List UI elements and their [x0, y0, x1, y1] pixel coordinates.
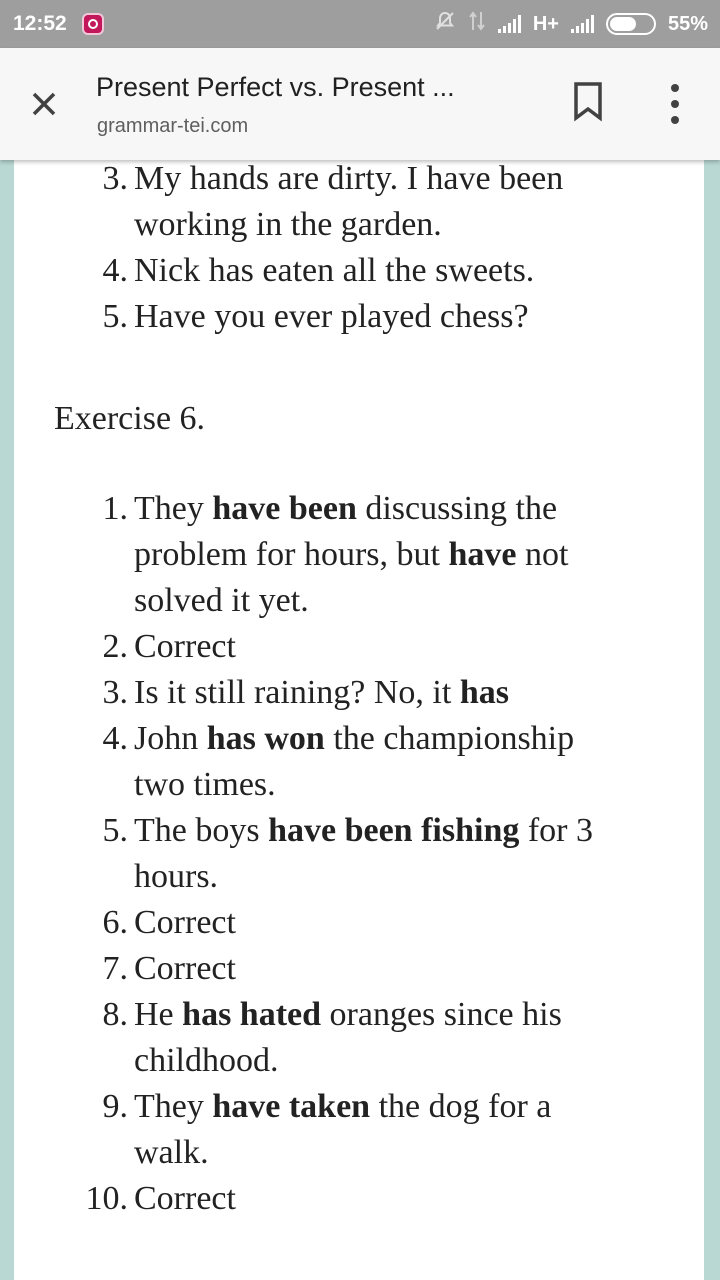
list-item-number: 3.	[102, 674, 128, 711]
list-item-text	[134, 900, 674, 946]
list-item-number: 10.	[85, 1180, 128, 1217]
text-line: Nick has eaten all the sweets.	[134, 252, 535, 289]
list-item-number: 4.	[102, 252, 128, 289]
text-line	[134, 992, 674, 1038]
answer-highlight: have	[448, 536, 517, 573]
text-segment: oranges since his	[321, 996, 562, 1033]
bell-off-icon	[434, 10, 456, 38]
list-item-text	[134, 156, 674, 248]
text-segment: They	[134, 1088, 213, 1125]
exercise-heading: Exercise 6.	[54, 400, 206, 437]
text-line	[134, 716, 674, 762]
text-segment: childhood.	[134, 1042, 279, 1079]
text-segment: He	[134, 996, 183, 1033]
more-vert-icon[interactable]	[660, 80, 690, 128]
list-item-number: 5.	[102, 298, 128, 335]
text-line	[134, 1130, 674, 1176]
list-item-text	[134, 1084, 674, 1176]
close-icon[interactable]	[24, 84, 64, 124]
text-line	[134, 900, 674, 946]
list-item-text	[134, 248, 674, 294]
text-line	[134, 946, 674, 992]
list-item-text	[134, 294, 674, 340]
text-segment: Correct	[134, 904, 236, 941]
text-line	[134, 670, 674, 716]
text-segment: Correct	[134, 628, 236, 665]
answer-highlight: has	[459, 674, 509, 711]
status-icons	[434, 10, 708, 38]
instagram-icon	[82, 13, 104, 35]
text-segment: Is it still raining? No, it	[134, 674, 460, 711]
text-segment: problem for hours, but	[134, 536, 449, 573]
text-line	[134, 854, 674, 900]
text-segment: not	[516, 536, 569, 573]
answer-highlight: has won	[206, 720, 325, 757]
answer-highlight: have been fishing	[268, 812, 520, 849]
page-url: grammar-tei.com	[97, 115, 249, 137]
text-segment: hours.	[134, 858, 219, 895]
text-line: My hands are dirty. I have been	[134, 160, 564, 197]
list-item-text	[134, 670, 674, 716]
answer-highlight: has hated	[182, 996, 322, 1033]
text-segment: for 3	[519, 812, 594, 849]
text-line	[134, 486, 674, 532]
text-line	[134, 808, 674, 854]
text-line	[134, 532, 674, 578]
list-item-number: 2.	[102, 628, 128, 665]
text-line: Have you ever played chess?	[134, 298, 529, 335]
list-item-number: 1.	[102, 490, 128, 527]
text-segment: the championship	[324, 720, 575, 757]
text-segment: the dog for a	[370, 1088, 552, 1125]
status-time: 12:52	[13, 12, 67, 35]
list-item-number: 8.	[102, 996, 128, 1033]
answer-highlight: have been	[212, 490, 357, 527]
list-item-number: 5.	[102, 812, 128, 849]
page-title: Present Perfect vs. Present ...	[96, 72, 455, 102]
text-segment: They	[134, 490, 213, 527]
list-item-text	[134, 946, 674, 992]
text-segment: The boys	[134, 812, 269, 849]
bookmark-icon[interactable]	[568, 80, 608, 124]
text-segment: walk.	[134, 1134, 209, 1171]
text-segment: two times.	[134, 766, 276, 803]
signal-icon	[571, 15, 594, 33]
network-type: H+	[532, 12, 559, 35]
text-segment: discussing the	[356, 490, 558, 527]
list-item-number: 6.	[102, 904, 128, 941]
text-segment: Correct	[134, 950, 236, 987]
data-transfer-icon	[468, 10, 486, 38]
custom-tab-toolbar	[0, 48, 720, 160]
list-item-number: 4.	[102, 720, 128, 757]
text-line	[134, 578, 674, 624]
answer-highlight: have taken	[212, 1088, 371, 1125]
list-item-number: 3.	[102, 160, 128, 197]
list-item-number: 9.	[102, 1088, 128, 1125]
list-item-text	[134, 992, 674, 1084]
list-item-text	[134, 486, 674, 624]
text-line	[134, 762, 674, 808]
list-item-text	[134, 808, 674, 900]
battery-percent: 55%	[667, 12, 708, 35]
list-item-text	[134, 1176, 674, 1222]
text-line	[134, 624, 674, 670]
text-line	[134, 1038, 674, 1084]
battery-icon	[606, 13, 656, 35]
list-item-text	[134, 624, 674, 670]
list-item-number: 7.	[102, 950, 128, 987]
text-line	[134, 1176, 674, 1222]
status-bar	[0, 0, 720, 48]
text-segment: John	[134, 720, 207, 757]
list-item-text	[134, 716, 674, 808]
text-line	[134, 1084, 674, 1130]
text-segment: solved it yet.	[134, 582, 309, 619]
article-content	[14, 160, 704, 1280]
text-line: working in the garden.	[134, 206, 442, 243]
signal-icon	[498, 15, 521, 33]
text-segment: Correct	[134, 1180, 236, 1217]
